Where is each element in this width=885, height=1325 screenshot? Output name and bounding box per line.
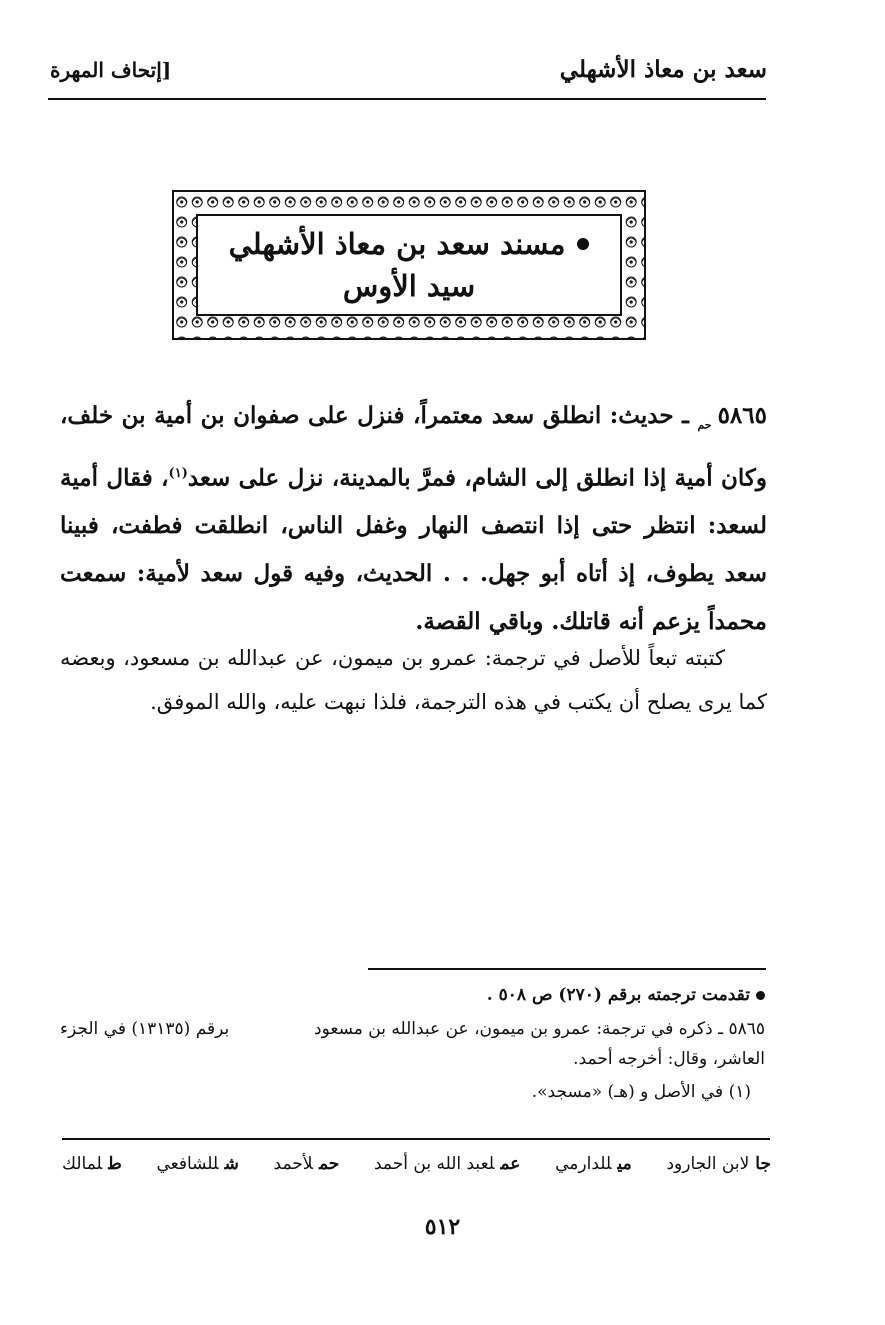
hadith-text-part2: ، فقال أمية لسعد: انتظر حتى إذا انتصف النهار وغفل الناس، انطلقت فطفت، فبينا سعد يطوف، إذ أتاه أبو جهل. . . الحديث، وفيه قول سعد لأمية: سمعت محمداً يزعم أنه قاتلك. وباقي القصة. <box>60 464 767 636</box>
hadith-number: ٥٨٦٥ <box>717 402 767 429</box>
sigla-legend <box>62 1154 771 1174</box>
running-header-title: سعد بن معاذ الأشهلي <box>559 56 767 83</box>
sigla-item: شللشافعي <box>156 1154 239 1174</box>
ornamental-title-frame <box>172 190 646 340</box>
editor-note <box>60 636 767 724</box>
footnote-1-text: تقدمت ترجمته برقم (٢٧٠) ص ٥٠٨ . <box>486 985 750 1005</box>
sigla-item: ميللدارمي <box>555 1154 632 1174</box>
musnad-title <box>229 227 590 261</box>
sigla-item: حملأحمد <box>273 1154 340 1174</box>
footnote-1 <box>487 985 765 1005</box>
sigla-item: طلمالك <box>62 1154 122 1174</box>
title-panel <box>196 214 622 316</box>
musnad-title-text: مسند سعد بن معاذ الأشهلي <box>228 227 566 261</box>
footnote-divider <box>368 968 766 970</box>
sigla-item: جالابن الجارود <box>666 1154 771 1174</box>
sigla-divider <box>62 1138 770 1140</box>
hadith-paragraph <box>60 392 767 646</box>
bullet-icon <box>577 238 589 250</box>
footnote-2-left: برقم (١٣١٣٥) في الجزء <box>60 1019 230 1039</box>
sigla-item: عملعبد الله بن أحمد <box>374 1154 521 1174</box>
footnote-2-right: ٥٨٦٥ ـ ذكره في ترجمة: عمرو بن ميمون، عن عبدالله بن مسعود <box>314 1019 765 1039</box>
running-header-book: [إتحاف المهرة <box>50 58 172 82</box>
footnote-3: العاشر، وقال: أخرجه أحمد. <box>573 1049 765 1069</box>
hadith-text-part1: ـ حديث: انطلق سعد معتمراً، فنزل على صفوان بن أمية بن خلف، وكان أمية إذا انطلق إلى الشام، فمرَّ بالمدينة، نزل على سعد <box>60 402 767 492</box>
editor-note-text: كتبته تبعاً للأصل في ترجمة: عمرو بن ميمون، عن عبدالله بن مسعود، وبعضه كما يرى يصلح أن يكتب في هذه الترجمة، فلذا نبهت عليه، والله الموفق. <box>60 646 767 714</box>
footnote-4: (١) في الأصل و (هـ) «مسجد». <box>531 1082 751 1102</box>
page-number: ٥١٢ <box>424 1214 461 1240</box>
footnote-ref: (١) <box>168 465 188 481</box>
bullet-icon <box>756 991 765 1000</box>
header-divider <box>48 98 766 100</box>
hadith-source-mark: حم <box>697 418 712 432</box>
musnad-subtitle: سيد الأوس <box>342 269 476 303</box>
